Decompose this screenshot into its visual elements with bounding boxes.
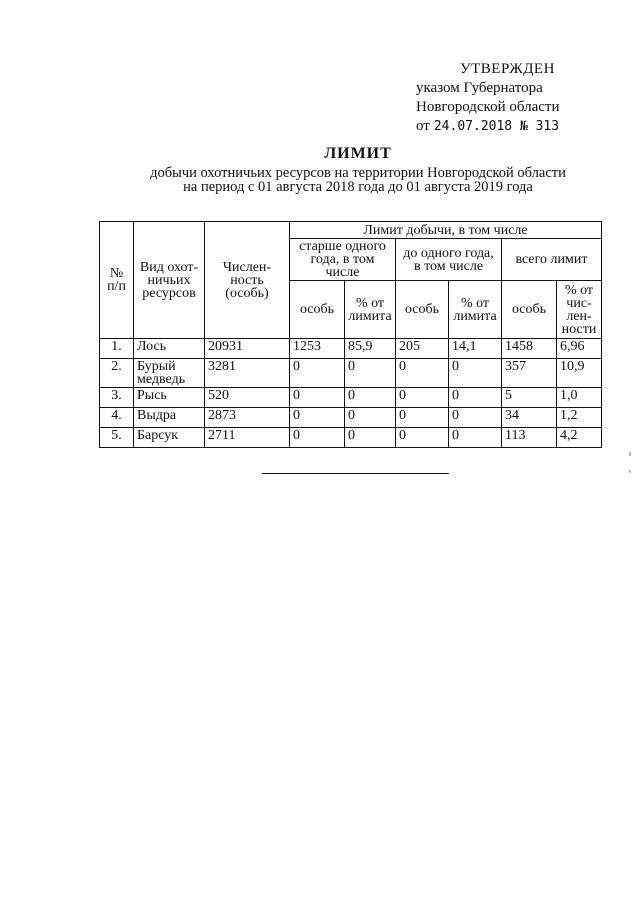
cell-num: 2. (100, 359, 134, 388)
header-older-pct: % от лимита (345, 281, 396, 339)
approval-block (416, 60, 560, 136)
table-row (100, 339, 602, 359)
cell-older-ind: 0 (290, 388, 345, 408)
cell-younger-ind: 0 (396, 388, 449, 408)
table-row (100, 408, 602, 428)
document-title: ЛИМИТ (324, 145, 392, 162)
approval-date-line (416, 117, 560, 136)
approval-heading: УТВЕРЖДЕН (460, 61, 555, 77)
header-total-pct: % от чис-лен-ности (557, 281, 602, 339)
cell-num: 1. (100, 339, 134, 359)
header-limit-group: Лимит добычи, в том числе (290, 222, 602, 239)
cell-population: 520 (205, 388, 290, 408)
cell-total-pct: 6,96 (557, 339, 602, 359)
cell-kind: Барсук (134, 428, 205, 448)
cell-kind: Бурый медведь (134, 359, 205, 388)
header-population: Числен-ность (особь) (205, 222, 290, 339)
cell-younger-pct: 0 (449, 388, 502, 408)
cell-older-pct: 85,9 (345, 339, 396, 359)
cell-older-ind: 1253 (290, 339, 345, 359)
cell-younger-ind: 205 (396, 339, 449, 359)
cell-population: 3281 (205, 359, 290, 388)
cell-older-pct: 0 (345, 388, 396, 408)
cell-kind: Рысь (134, 388, 205, 408)
cell-older-pct: 0 (345, 359, 396, 388)
limits-table (99, 221, 602, 448)
cell-total-pct: 10,9 (557, 359, 602, 388)
cell-total-ind: 1458 (502, 339, 557, 359)
cell-kind: Лось (134, 339, 205, 359)
cell-older-ind: 0 (290, 428, 345, 448)
cell-total-ind: 34 (502, 408, 557, 428)
scan-edge-mark (629, 452, 631, 456)
cell-total-ind: 113 (502, 428, 557, 448)
cell-num: 5. (100, 428, 134, 448)
cell-population: 2873 (205, 408, 290, 428)
document-subtitle (138, 166, 578, 194)
cell-population: 2711 (205, 428, 290, 448)
end-rule (262, 473, 449, 474)
cell-younger-ind: 0 (396, 428, 449, 448)
cell-younger-ind: 0 (396, 408, 449, 428)
subtitle-line-2: на период с 01 августа 2018 года до 01 августа 2019 года (183, 179, 533, 195)
approval-region: Новгородской области (416, 99, 560, 115)
cell-total-pct: 1,0 (557, 388, 602, 408)
approval-decree: указом Губернатора (416, 80, 543, 96)
header-younger-individuals: особь (396, 281, 449, 339)
header-younger-pct: % от лимита (449, 281, 502, 339)
cell-older-ind: 0 (290, 359, 345, 388)
cell-younger-ind: 0 (396, 359, 449, 388)
header-num: № п/п (100, 222, 134, 339)
cell-total-pct: 4,2 (557, 428, 602, 448)
header-total-individuals: особь (502, 281, 557, 339)
table-row (100, 428, 602, 448)
header-older: старше одного года, в том числе (290, 239, 396, 281)
cell-younger-pct: 0 (449, 408, 502, 428)
approval-date-prefix: от (416, 118, 430, 134)
cell-older-pct: 0 (345, 428, 396, 448)
table-row (100, 359, 602, 388)
cell-population: 20931 (205, 339, 290, 359)
header-older-individuals: особь (290, 281, 345, 339)
cell-kind: Выдра (134, 408, 205, 428)
cell-older-pct: 0 (345, 408, 396, 428)
cell-older-ind: 0 (290, 408, 345, 428)
header-younger: до одного года, в том числе (396, 239, 502, 281)
cell-num: 4. (100, 408, 134, 428)
table-row (100, 388, 602, 408)
cell-total-ind: 5 (502, 388, 557, 408)
approval-date-stamp: 24.07.2018 № 313 (433, 119, 560, 134)
cell-num: 3. (100, 388, 134, 408)
cell-younger-pct: 14,1 (449, 339, 502, 359)
cell-total-pct: 1,2 (557, 408, 602, 428)
cell-younger-pct: 0 (449, 428, 502, 448)
header-total: всего лимит (502, 239, 602, 281)
header-kind: Вид охот-ничьих ресурсов (134, 222, 205, 339)
cell-total-ind: 357 (502, 359, 557, 388)
subtitle-line-1: добычи охотничьих ресурсов на территории Новгородской области (150, 165, 566, 181)
scan-edge-mark (629, 470, 631, 473)
cell-younger-pct: 0 (449, 359, 502, 388)
